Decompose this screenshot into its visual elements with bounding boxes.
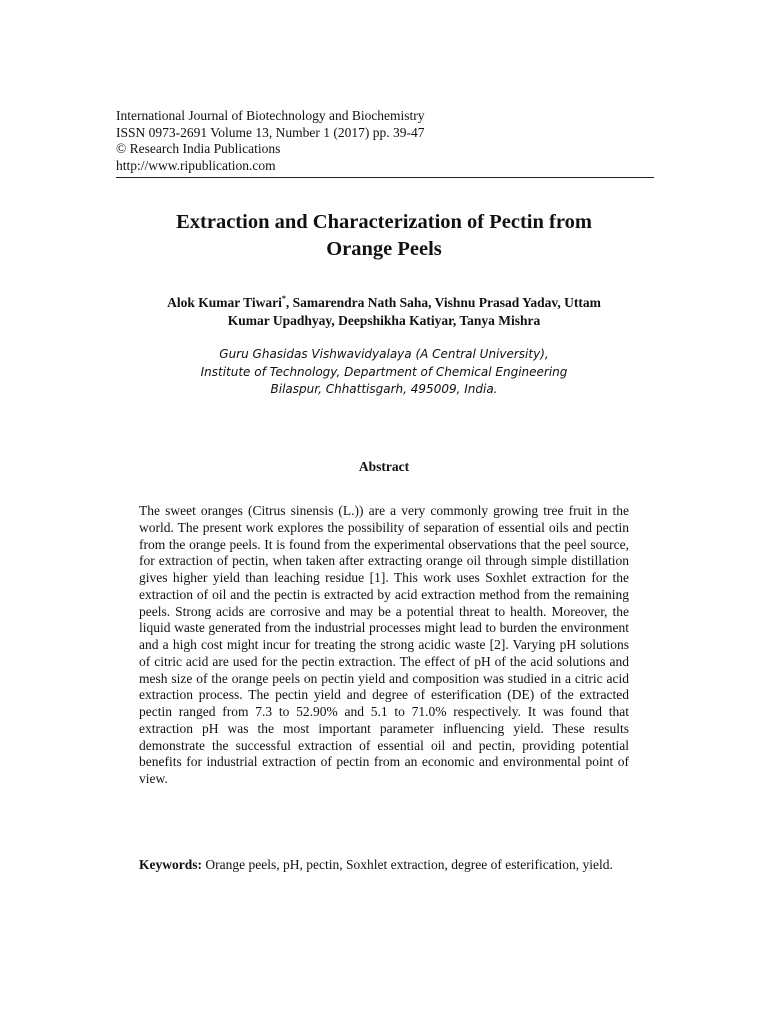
header-divider xyxy=(116,177,654,178)
corresponding-author-mark: * xyxy=(281,294,286,303)
keywords xyxy=(139,856,629,873)
title-line-1: Extraction and Characterization of Pectin from xyxy=(176,211,592,233)
publisher: © Research India Publications xyxy=(116,141,281,157)
abstract-body: The sweet oranges (Citrus sinensis (L.)) are a very commonly growing tree fruit in the world. The present work explores the possibility of separation of essential oils and pectin from the orange peels. It is found from the experimental observations that the peel source, for extraction of pectin, when taken after extracting orange oil through simple distillation gives higher yield than leaching residue [1]. This work uses Soxhlet extraction for the extraction of oil and the pectin is extracted by acid extraction method from the remaining peels. Strong acids are corrosive and may be a potential threat to health. Moreover, the liquid waste generated from the industrial processes might lead to burden the environment and a high cost might incur for treating the strong acidic waste [2]. Varying pH solutions of citric acid are used for the pectin extraction. The effect of pH of the acid solutions and mesh size of the orange peels on pectin yield and composition was studied in a citric acid extraction process. The pectin yield and degree of esterification (DE) of the extracted pectin ranged from 7.3 to 52.90% and 5.1 to 71.0% respectively. It was found that extraction pH was the most important parameter influencing yield. These results demonstrate the successful extraction of essential oil and pectin, providing potential benefits for industrial extraction of pectin from an economic and environmental point of view. xyxy=(139,503,629,786)
affiliation-line-1: Guru Ghasidas Vishwavidyalaya (A Central University), xyxy=(219,347,549,361)
first-author: Alok Kumar Tiwari xyxy=(167,295,282,310)
journal-header xyxy=(116,108,654,174)
abstract-heading: Abstract xyxy=(358,459,410,474)
keywords-label: Keywords: xyxy=(139,857,202,872)
authors-line-2: Kumar Upadhyay, Deepshikha Katiyar, Tanya Mishra xyxy=(227,313,541,328)
paper-title xyxy=(116,209,652,263)
website-link[interactable]: http://www.ripublication.com xyxy=(116,157,276,173)
affiliation xyxy=(116,346,652,399)
author-list xyxy=(116,294,652,330)
keywords-text: Orange peels, pH, pectin, Soxhlet extraction, degree of esterification, yield. xyxy=(202,857,613,872)
issn-line: ISSN 0973-2691 Volume 13, Number 1 (2017) pp. 39-47 xyxy=(116,124,425,140)
journal-name: International Journal of Biotechnology and Biochemistry xyxy=(116,108,425,123)
authors-line-1-rest: , Samarendra Nath Saha, Vishnu Prasad Yadav, Uttam xyxy=(285,295,601,310)
title-line-2: Orange Peels xyxy=(326,238,442,260)
affiliation-line-3: Bilaspur, Chhattisgarh, 495009, India. xyxy=(270,382,498,396)
affiliation-line-2: Institute of Technology, Department of Chemical Engineering xyxy=(200,364,568,379)
authors-line-1 xyxy=(116,294,652,312)
